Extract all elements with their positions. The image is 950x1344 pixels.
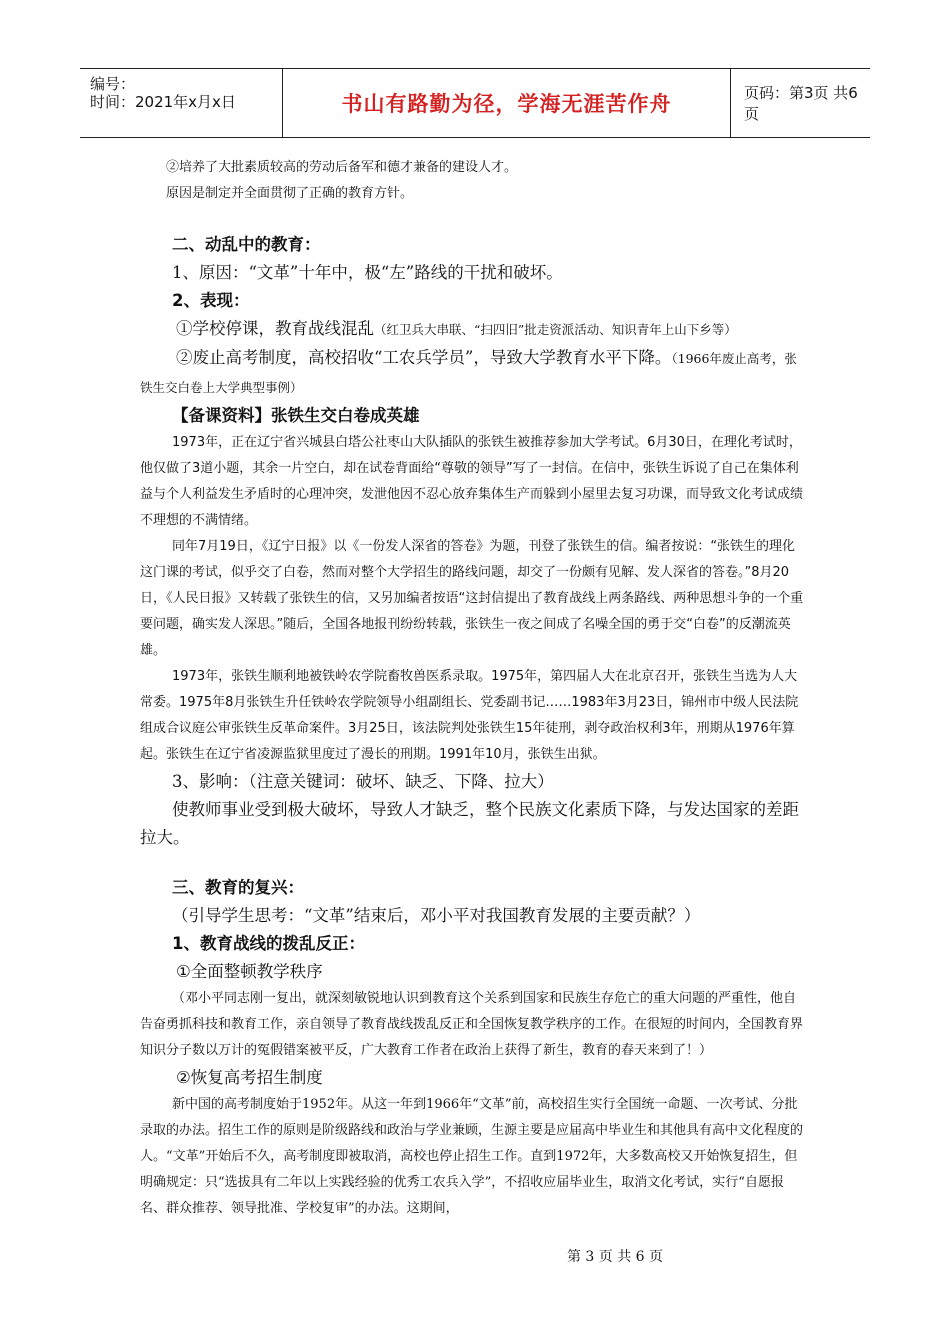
- header-motto: 书山有路勤为径，学海无涯苦作舟: [341, 92, 672, 116]
- section-2-cause: 1、原因：“文革”十年中，极“左”路线的干扰和破坏。: [172, 263, 563, 282]
- footer-page-number: 第 3 页 共 6 页: [566, 1249, 664, 1265]
- item-2-note: （1966年废止高考，张铁生交白卷上大学典型事例）: [140, 351, 797, 395]
- header-motto-cell: [282, 69, 731, 137]
- section-3-subheading-1: 1、教育战线的拨乱反正：: [172, 934, 365, 953]
- page-header: [80, 68, 870, 138]
- item-1-note: （红卫兵大串联、“扫四旧”批走资派活动、知识青年上山下乡等）: [374, 322, 737, 337]
- material-paragraph-3: 1973年，张铁生顺利地被铁岭农学院畜牧兽医系录取。1975年，第四届人大在北京召开，张铁生当选为人大常委。1975年8月张铁生升任铁岭农学院领导小组副组长、党委副书记……1983年3月23日，锦州市中级人民法院组成合议庭公审张铁生反革命案件。3月25日，该法院判处张铁生15年徒刑，剥夺政治权利3年，刑期从1976年算起。张铁生在辽宁省凌源监狱里度过了漫长的刑期。1991年10月，张铁生出狱。: [140, 669, 799, 762]
- header-page-cell: [730, 69, 870, 137]
- section-2-title: 二、动乱中的教育：: [172, 235, 321, 254]
- document-body: [140, 155, 808, 1222]
- section-2-item-1: [140, 315, 808, 344]
- page-footer: [0, 1246, 950, 1266]
- item-1-text: ①学校停课，教育战线混乱: [176, 319, 374, 338]
- material-title: 【备课资料】张铁生交白卷成英雄: [172, 406, 420, 425]
- section-3-item-2-text: 新中国的高考制度始于1952年。从这一年到1966年“文革”前，高校招生实行全国统一命题、一次考试、分批录取的办法。招生工作的原则是阶级路线和政治与学业兼顾，生源主要是应届高中毕业生和其他具有高中文化程度的人。“文革”开始后不久，高考制度即被取消，高校也停止招生工作。直到1972年，大多数高校又开始恢复招生，但明确规定：只“选拔具有二年以上实践经验的优秀工农兵入学”，不招收应届毕业生，取消文化考试，实行“自愿报名、群众推荐、领导批准、学校复审”的办法。这期间，: [140, 1097, 804, 1216]
- section-2-effect-text: 使教师事业受到极大破坏，导致人才缺乏，整个民族文化素质下降，与发达国家的差距拉大。: [140, 800, 799, 847]
- section-2-effect-heading: 3、影响：（注意关键词：破坏、缺乏、下降、拉大）: [172, 772, 554, 791]
- header-meta: [80, 69, 280, 137]
- section-3-item-1: ①全面整顿教学秩序: [176, 962, 323, 981]
- material-paragraph-1: 1973年，正在辽宁省兴城县白塔公社枣山大队插队的张铁生被推荐参加大学考试。6月30日，在理化考试时，他仅做了3道小题，其余一片空白，却在试卷背面给“尊敬的领导”写了一封信。在信中，张铁生诉说了自己在集体利益与个人利益发生矛盾时的心理冲突，发泄他因不忍心放弃集体生产而躲到小屋里去复习功课，而导致文化考试成绩不理想的不满情绪。: [140, 435, 804, 528]
- section-2-performance-heading: 2、表现：: [172, 291, 250, 310]
- item-2-text: ②废止高考制度，高校招收“工农兵学员”，导致大学教育水平下降。: [176, 348, 672, 367]
- section-3-item-2: ②恢复高考招生制度: [176, 1068, 323, 1087]
- section-3-item-1-note: （邓小平同志刚一复出，就深刻敏锐地认识到教育这个关系到国家和民族生存危亡的重大问题的严重性，他自告奋勇抓科技和教育工作，亲自领导了教育战线拨乱反正和全国恢复教学秩序的工作。在很短的时间内，全国教育界知识分子数以万计的冤假错案被平反，广大教育工作者在政治上获得了新生，教育的春天来到了！）: [140, 991, 804, 1058]
- doc-time-label: 时间：2021年x月x日: [90, 93, 236, 111]
- section-3-guide: （引导学生思考：“文革”结束后，邓小平对我国教育发展的主要贡献？）: [172, 906, 701, 925]
- paragraph-talent: ②培养了大批素质较高的劳动后备军和德才兼备的建设人才。: [166, 160, 518, 175]
- section-2-item-2: [140, 344, 808, 402]
- doc-number-label: 编号：: [90, 75, 136, 93]
- section-3-title: 三、教育的复兴：: [172, 878, 304, 897]
- paragraph-reason: 原因是制定并全面贯彻了正确的教育方针。: [166, 186, 414, 201]
- material-paragraph-2: 同年7月19日，《辽宁日报》以《一份发人深省的答卷》为题，刊登了张铁生的信。编者按说：“张铁生的理化这门课的考试，似乎交了白卷，然而对整个大学招生的路线问题，却交了一份颇有见解、发人深省的答卷。”8月20日，《人民日报》又转载了张铁生的信，又另加编者按语“这封信提出了教育战线上两条路线、两种思想斗争的一个重要问题，确实发人深思。”随后，全国各地报刊纷纷转载，张铁生一夜之间成了名噪全国的勇于交“白卷”的反潮流英雄。: [140, 539, 804, 658]
- header-page-info: 页码：第3页 共6页: [744, 84, 858, 123]
